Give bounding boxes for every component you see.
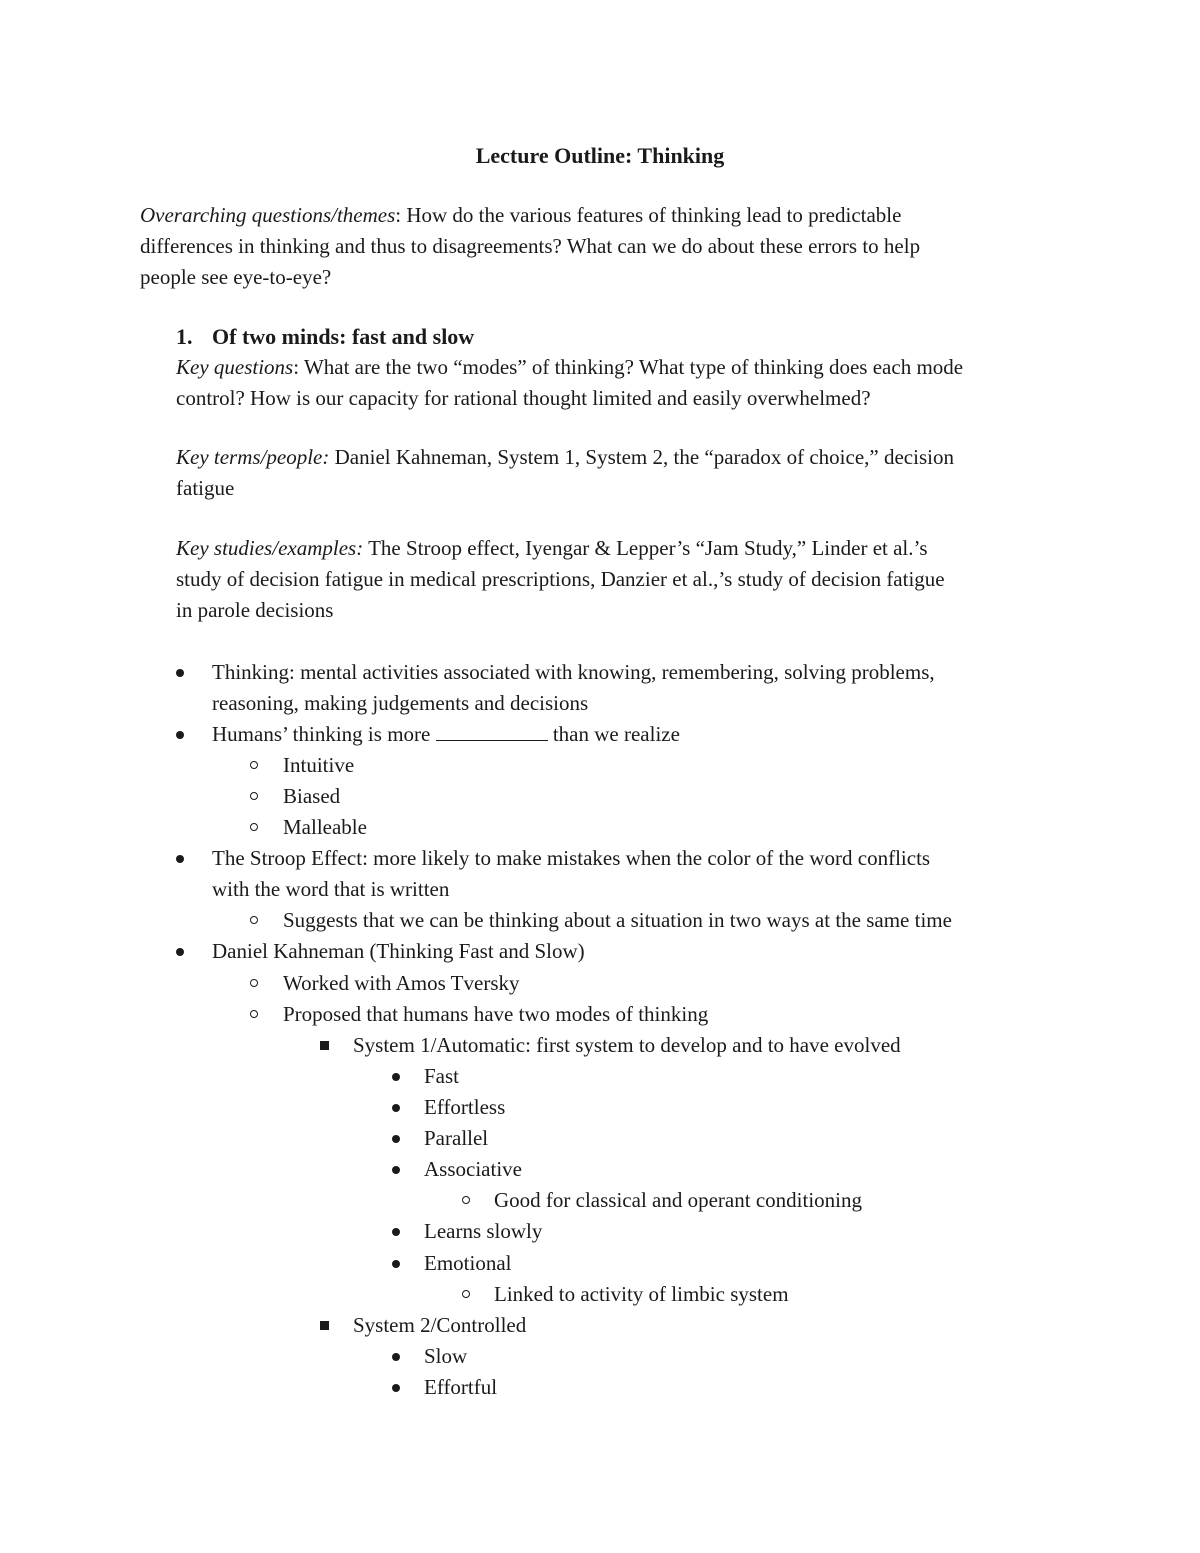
key-terms-line-1 xyxy=(176,442,954,473)
key-studies-line-2: study of decision fatigue in medical prescriptions, Danzier et al.,’s study of decision fatigue xyxy=(176,567,945,591)
key-studies-text-1: The Stroop effect, Iyengar & Lepper’s “Jam Study,” Linder et al.’s xyxy=(363,536,928,560)
key-terms-line-2: fatigue xyxy=(176,476,235,500)
bullet-dot-icon xyxy=(392,1123,400,1143)
list-item-stroop-1: The Stroop Effect: more likely to make mistakes when the color of the word conflicts xyxy=(212,846,931,870)
bullet-ring-icon xyxy=(250,750,258,769)
list-item-parallel: Parallel xyxy=(424,1126,489,1150)
bullet-ring-icon xyxy=(250,781,258,800)
bullet-dot-icon xyxy=(392,1216,400,1236)
humans-text-a: Humans’ thinking is more xyxy=(212,722,436,746)
overarching-text-1: : How do the various features of thinking lead to predictable xyxy=(395,203,902,227)
list-item-learns-slowly: Learns slowly xyxy=(424,1219,543,1243)
list-item-fast: Fast xyxy=(424,1064,460,1088)
key-terms-text-1: Daniel Kahneman, System 1, System 2, the “paradox of choice,” decision xyxy=(329,445,954,469)
list-item-intuitive: Intuitive xyxy=(283,753,355,777)
list-item-proposed: Proposed that humans have two modes of thinking xyxy=(283,1002,709,1026)
bullet-dot-icon xyxy=(392,1248,400,1268)
list-item-thinking-2: reasoning, making judgements and decisions xyxy=(212,691,589,715)
bullet-square-icon xyxy=(320,1030,329,1050)
bullet-dot-icon xyxy=(176,719,184,739)
bullet-dot-icon xyxy=(392,1092,400,1112)
list-item-thinking-1: Thinking: mental activities associated with knowing, remembering, solving problems, xyxy=(212,660,935,684)
key-studies-label: Key studies/examples: xyxy=(176,536,364,560)
section-heading: Of two minds: fast and slow xyxy=(212,324,475,349)
list-item-biased: Biased xyxy=(283,784,341,808)
key-studies-line-3: in parole decisions xyxy=(176,598,334,622)
bullet-dot-icon xyxy=(392,1341,400,1361)
bullet-dot-icon xyxy=(392,1154,400,1174)
key-questions-line-2: control? How is our capacity for rational thought limited and easily overwhelmed? xyxy=(176,386,871,410)
list-item-tversky: Worked with Amos Tversky xyxy=(283,971,520,995)
list-item-limbic: Linked to activity of limbic system xyxy=(494,1282,789,1306)
overarching-label: Overarching questions/themes xyxy=(140,203,396,227)
key-questions-line-1 xyxy=(176,352,963,383)
overarching-line-2: differences in thinking and thus to disagreements? What can we do about these errors to help xyxy=(140,234,921,258)
bullet-dot-icon xyxy=(392,1061,400,1081)
page-title: Lecture Outline: Thinking xyxy=(475,143,725,168)
list-item-malleable: Malleable xyxy=(283,815,367,839)
key-terms-label: Key terms/people: xyxy=(176,445,330,469)
bullet-dot-icon xyxy=(176,936,184,956)
bullet-dot-icon xyxy=(176,843,184,863)
overarching-line-1 xyxy=(140,200,901,231)
list-item-effortless: Effortless xyxy=(424,1095,506,1119)
bullet-ring-icon xyxy=(250,812,258,831)
list-item-system2: System 2/Controlled xyxy=(353,1313,527,1337)
list-item-slow: Slow xyxy=(424,1344,468,1368)
key-studies-line-1 xyxy=(176,533,928,564)
list-item-emotional: Emotional xyxy=(424,1251,512,1275)
bullet-ring-icon xyxy=(250,999,258,1018)
list-item-system1: System 1/Automatic: first system to develop and to have evolved xyxy=(353,1033,901,1057)
bullet-ring-icon xyxy=(250,968,258,987)
bullet-square-icon xyxy=(320,1310,329,1330)
list-item-stroop-2: with the word that is written xyxy=(212,877,450,901)
bullet-dot-icon xyxy=(176,657,184,677)
bullet-ring-icon xyxy=(462,1185,470,1204)
section-number: 1. xyxy=(176,324,193,349)
fill-in-blank xyxy=(436,720,548,741)
list-item-stroop-sub: Suggests that we can be thinking about a situation in two ways at the same time xyxy=(283,908,952,932)
list-item-conditioning: Good for classical and operant conditioning xyxy=(494,1188,862,1212)
bullet-ring-icon xyxy=(250,905,258,924)
list-item-effortful: Effortful xyxy=(424,1375,498,1399)
key-questions-text-1: : What are the two “modes” of thinking? What type of thinking does each mode xyxy=(293,355,964,379)
list-item-kahneman: Daniel Kahneman (Thinking Fast and Slow) xyxy=(212,939,585,963)
humans-text-b: than we realize xyxy=(547,722,680,746)
overarching-line-3: people see eye-to-eye? xyxy=(140,265,332,289)
list-item-associative: Associative xyxy=(424,1157,522,1181)
bullet-dot-icon xyxy=(392,1372,400,1392)
bullet-ring-icon xyxy=(462,1279,470,1298)
list-item-humans xyxy=(212,719,680,750)
key-questions-label: Key questions xyxy=(176,355,294,379)
